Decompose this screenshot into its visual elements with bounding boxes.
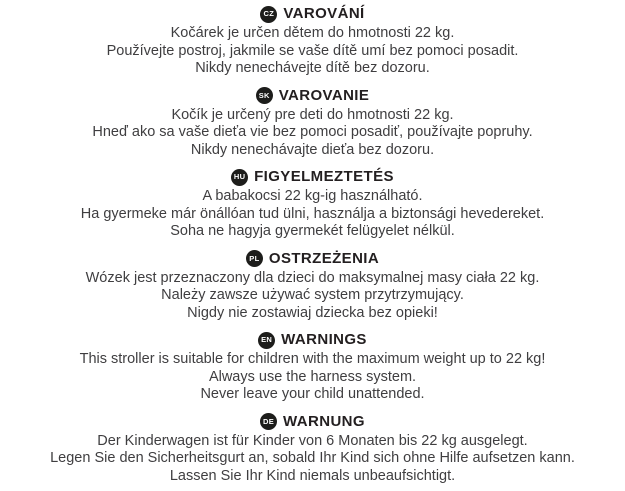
warning-line: Ha gyermeke már önállóan tud ülni, használja a biztonsági hevedereket. — [80, 205, 545, 222]
warning-title-cz: VAROVÁNÍ — [283, 5, 365, 22]
language-badge-en-icon: EN — [258, 332, 275, 349]
warning-heading-cz — [0, 5, 625, 23]
warning-line: Používejte postroj, jakmile se vaše dítě umí bez pomoci posadit. — [106, 42, 519, 59]
warning-line: Hneď ako sa vaše dieťa vie bez pomoci posadiť, používajte popruhy. — [92, 124, 533, 140]
warning-title-hu: FIGYELMEZTETÉS — [254, 168, 394, 185]
warning-line: Nigdy nie zostawiaj dziecka bez opieki! — [187, 304, 438, 321]
language-badge-de-icon: DE — [260, 413, 277, 430]
warning-section-cz — [0, 5, 625, 78]
warning-line: Należy zawsze używać system przytrzymujący. — [161, 287, 464, 303]
warning-heading-de — [0, 413, 625, 431]
warning-heading-hu — [0, 168, 625, 186]
warning-line: A babakocsi 22 kg-ig használható. — [202, 188, 423, 204]
warning-title-en: WARNINGS — [281, 331, 367, 348]
language-badge-hu-icon: HU — [231, 169, 248, 186]
warning-line: Legen Sie den Sicherheitsgurt an, sobald Ihr Kind sich ohne Hilfe aufsetzen kann. — [50, 450, 575, 466]
warning-title-de: WARNUNG — [283, 412, 365, 430]
warning-line: Nikdy nenechávejte dítě bez dozoru. — [195, 60, 430, 76]
warning-section-de — [0, 413, 625, 486]
warning-section-pl — [0, 250, 625, 323]
warning-heading-en — [0, 331, 625, 349]
warning-title-pl: OSTRZEŻENIA — [268, 249, 380, 267]
language-badge-sk-icon: SK — [256, 87, 273, 104]
warning-line: Soha ne hagyja gyermekét felügyelet nélkül. — [170, 223, 455, 239]
warning-line: Lassen Sie Ihr Kind niemals unbeaufsichtigt. — [169, 467, 456, 484]
warning-heading-sk — [0, 87, 625, 105]
warning-line: Wózek jest przeznaczony dla dzieci do maksymalnej masy ciała 22 kg. — [85, 269, 540, 286]
warning-heading-pl — [0, 250, 625, 268]
warning-line: Kočárek je určen dětem do hmotnosti 22 kg. — [170, 25, 455, 41]
warning-line: Der Kinderwagen ist für Kinder von 6 Monaten bis 22 kg ausgelegt. — [97, 432, 528, 449]
warning-section-sk — [0, 87, 625, 160]
warning-title-sk: VAROVANIE — [278, 86, 370, 104]
warning-section-en — [0, 331, 625, 404]
warning-line: This stroller is suitable for children with the maximum weight up to 22 kg! — [79, 351, 546, 367]
language-badge-pl-icon: PL — [246, 250, 263, 267]
warning-line: Nikdy nenechávajte dieťa bez dozoru. — [190, 141, 435, 158]
warning-line: Never leave your child unattended. — [200, 386, 425, 402]
warning-line: Kočík je určený pre deti do hmotnosti 22 kg. — [171, 106, 454, 123]
language-badge-cz-icon: CZ — [260, 6, 277, 23]
warning-line: Always use the harness system. — [208, 368, 417, 385]
warning-section-hu — [0, 168, 625, 241]
